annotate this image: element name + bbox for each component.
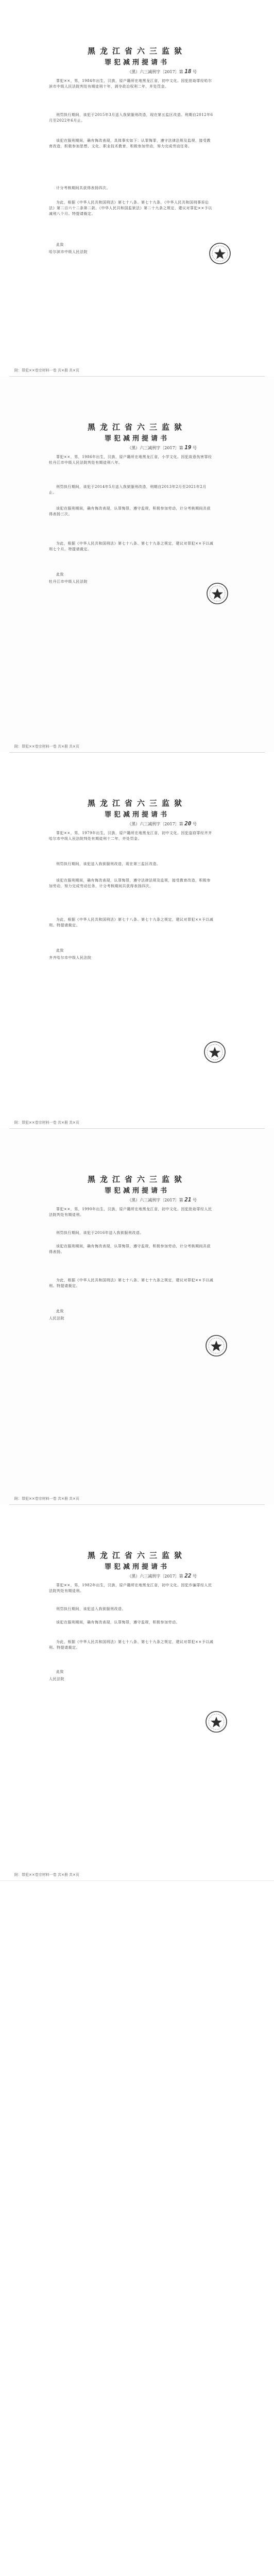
case-number-suffix: 号 — [193, 446, 197, 450]
case-number — [127, 68, 197, 75]
official-seal — [209, 242, 231, 265]
case-number-prefix: （黑）六三减刑字〔2017〕第 — [127, 1574, 183, 1579]
case-number-prefix: （黑）六三减刑字〔2017〕第 — [127, 822, 183, 826]
body-paragraph: 刑罚执行期间，该犯于2015年3月送入我狱服刑改造，现在第五监区改造。刑期自2012年6月至2022年6月止。 — [49, 113, 213, 123]
body-paragraph: 该犯在服刑期间，确有悔改表现，认罪悔罪，遵守监规，积极参加劳动，计分考核期间共获得表扬。 — [49, 1244, 211, 1254]
case-number-suffix: 号 — [193, 70, 197, 74]
case-number-value: 20 — [184, 820, 192, 827]
case-number-prefix: （黑）六三减刑字〔2017〕第 — [127, 446, 183, 450]
official-seal — [205, 1710, 228, 1733]
official-seal — [206, 582, 229, 605]
document-page-2 — [0, 376, 274, 753]
body-paragraph: 为此，根据《中华人民共和国刑法》第七十八条、第七十九条，《中华人民共和国刑事诉讼法》第二百六十二条第二款、《中华人民共和国监狱法》第二十九条之规定，建议对罪犯××予以减刑八个月。特提请裁定。 — [49, 200, 212, 216]
case-number-prefix: （黑）六三减刑字〔2017〕第 — [127, 1198, 183, 1202]
closing-greeting: 此致 — [56, 948, 64, 953]
organization-title: 黑龙江省六三监狱 — [87, 46, 186, 56]
case-number — [127, 1572, 197, 1579]
body-paragraph: 为此，根据《中华人民共和国刑法》第七十八条、第七十九条之规定，建议对罪犯××予以减刑。特提请裁定。 — [49, 1640, 214, 1650]
body-paragraph: 刑罚执行期间，该犯于2016年送入我狱服刑改造。 — [56, 1231, 144, 1235]
body-paragraph: 该犯在服刑期间，确有悔改表现，具体事实如下：认罪悔罪，遵守法律法规及监规，接受教育改造，积极参加思想、文化、职业技术教育，积极参加劳动，努力完成劳动任务。 — [49, 139, 211, 148]
case-number — [127, 1196, 197, 1203]
case-number-value: 19 — [184, 444, 192, 451]
form-title: 罪犯减刑提请书 — [104, 435, 169, 443]
body-paragraph: 罪犯××，男，1990年出生，汉族，原户籍所在地黑龙江省，初中文化。因犯抢劫罪经人民法院判处有期徒刑。 — [49, 1207, 212, 1217]
official-seal — [205, 1334, 228, 1357]
body-paragraph: 罪犯××，男，1984年出生，汉族，原户籍所在地黑龙江省，初中文化。因犯抢劫罪经哈尔滨市中级人民法院判处有期徒刑十年，剥夺政治权利二年，并处罚金。 — [49, 79, 212, 89]
recipient-court: 人民法院 — [49, 1677, 64, 1681]
case-number-suffix: 号 — [193, 1574, 197, 1579]
recipient-court: 齐齐哈尔市中级人民法院 — [49, 956, 92, 960]
case-number-prefix: （黑）六三减刑字〔2017〕第 — [127, 70, 183, 74]
body-paragraph: 为此，根据《中华人民共和国刑法》第七十八条、第七十九条之规定，建议对罪犯××予以减刑。特提请裁定。 — [49, 1278, 214, 1288]
page-divider — [9, 752, 265, 753]
form-title: 罪犯减刑提请书 — [104, 811, 169, 819]
recipient-court: 牡丹江市中级人民法院 — [49, 580, 88, 584]
form-title: 罪犯减刑提请书 — [104, 59, 169, 66]
organization-title: 黑龙江省六三监狱 — [87, 1175, 186, 1184]
body-paragraph: 为此，根据《中华人民共和国刑法》第七十八条、第七十九条之规定，建议对罪犯××予以减刑七个月。特提请裁定。 — [49, 541, 214, 551]
case-number — [127, 820, 197, 827]
case-number-value: 21 — [184, 1196, 192, 1203]
body-paragraph: 该犯在服刑期间，确有悔改表现，认罪悔罪，遵守监规，积极参加劳动。 — [56, 1620, 180, 1624]
body-paragraph: 该犯在服刑期间，确有悔改表现，认罪悔罪，遵守监规，积极参加劳动，计分考核期间共获得表扬三次。 — [49, 506, 211, 516]
closing-greeting: 此致 — [56, 1309, 64, 1313]
closing-greeting: 此致 — [56, 572, 64, 577]
organization-title: 黑龙江省六三监狱 — [87, 422, 186, 432]
body-paragraph: 罪犯××，男，1979年出生，汉族，原户籍所在地黑龙江省，初中文化。因犯盗窃罪经齐齐哈尔市中级人民法院判处有期徒刑十二年，并处罚金。 — [49, 831, 212, 841]
document-page-4 — [0, 1128, 274, 1505]
attachment-note: 附：罪犯××卷宗材料一卷 共×册 共×页 — [14, 744, 79, 749]
document-page-5 — [0, 1504, 274, 1881]
page-divider — [9, 1504, 265, 1505]
case-number-suffix: 号 — [193, 1198, 197, 1202]
attachment-note: 附：罪犯××卷宗材料一卷 共×册 共×页 — [14, 1121, 79, 1125]
organization-title: 黑龙江省六三监狱 — [87, 1551, 186, 1560]
body-paragraph: 该犯在服刑期间，确有悔改表现，认罪悔罪，遵守法律法规及监规，接受教育改造，积极参加劳动，努力完成劳动任务，计分考核期间共获得表扬四次。 — [49, 878, 211, 888]
document-page-3 — [0, 752, 274, 1129]
recipient-court: 哈尔滨市中级人民法院 — [49, 250, 88, 254]
body-paragraph: 罪犯××，男，1982年出生，汉族，原户籍所在地黑龙江省，初中文化。因犯诈骗罪经人民法院判处有期徒刑。 — [49, 1583, 212, 1593]
form-title: 罪犯减刑提请书 — [104, 1187, 169, 1195]
body-paragraph: 为此，根据《中华人民共和国刑法》第七十八条、第七十九条之规定，建议对罪犯××予以减刑。特提请裁定。 — [49, 918, 214, 927]
body-paragraph: 刑罚执行期间，该犯于2014年5月送入我狱服刑改造，刑期自2013年2月至2021年2月止。 — [49, 485, 207, 495]
closing-greeting: 此致 — [56, 1670, 64, 1674]
page-divider — [9, 376, 265, 377]
body-paragraph: 罪犯××，男，1986年出生，汉族，原户籍所在地黑龙江省，小学文化。因犯故意伤害罪经牡丹江市中级人民法院判处有期徒刑八年。 — [49, 455, 212, 465]
case-number-suffix: 号 — [193, 822, 197, 826]
attachment-note: 附：罪犯××卷宗材料一卷 共×册 共×页 — [14, 1873, 79, 1877]
attachment-note: 附：罪犯××卷宗材料一卷 共×册 共×页 — [14, 1497, 79, 1501]
attachment-note: 附：罪犯××卷宗材料一卷 共×册 共×页 — [14, 368, 79, 372]
document-page-1 — [0, 0, 274, 377]
closing-greeting: 此致 — [56, 243, 64, 247]
body-paragraph: 刑罚执行期间，该犯送入我狱服刑改造。 — [56, 1607, 126, 1611]
case-number-value: 18 — [184, 68, 192, 75]
body-paragraph: 刑罚执行期间，该犯送入我狱服刑改造，现在第三监区改造。 — [56, 862, 161, 866]
case-number — [127, 444, 197, 451]
page-divider — [9, 1128, 265, 1129]
body-paragraph: 计分考核期间共获得表扬四次。 — [56, 186, 110, 190]
recipient-court: 人民法院 — [49, 1316, 64, 1320]
official-seal — [203, 1041, 226, 1063]
organization-title: 黑龙江省六三监狱 — [87, 799, 186, 808]
case-number-value: 22 — [184, 1572, 192, 1579]
form-title: 罪犯减刑提请书 — [104, 1563, 169, 1571]
